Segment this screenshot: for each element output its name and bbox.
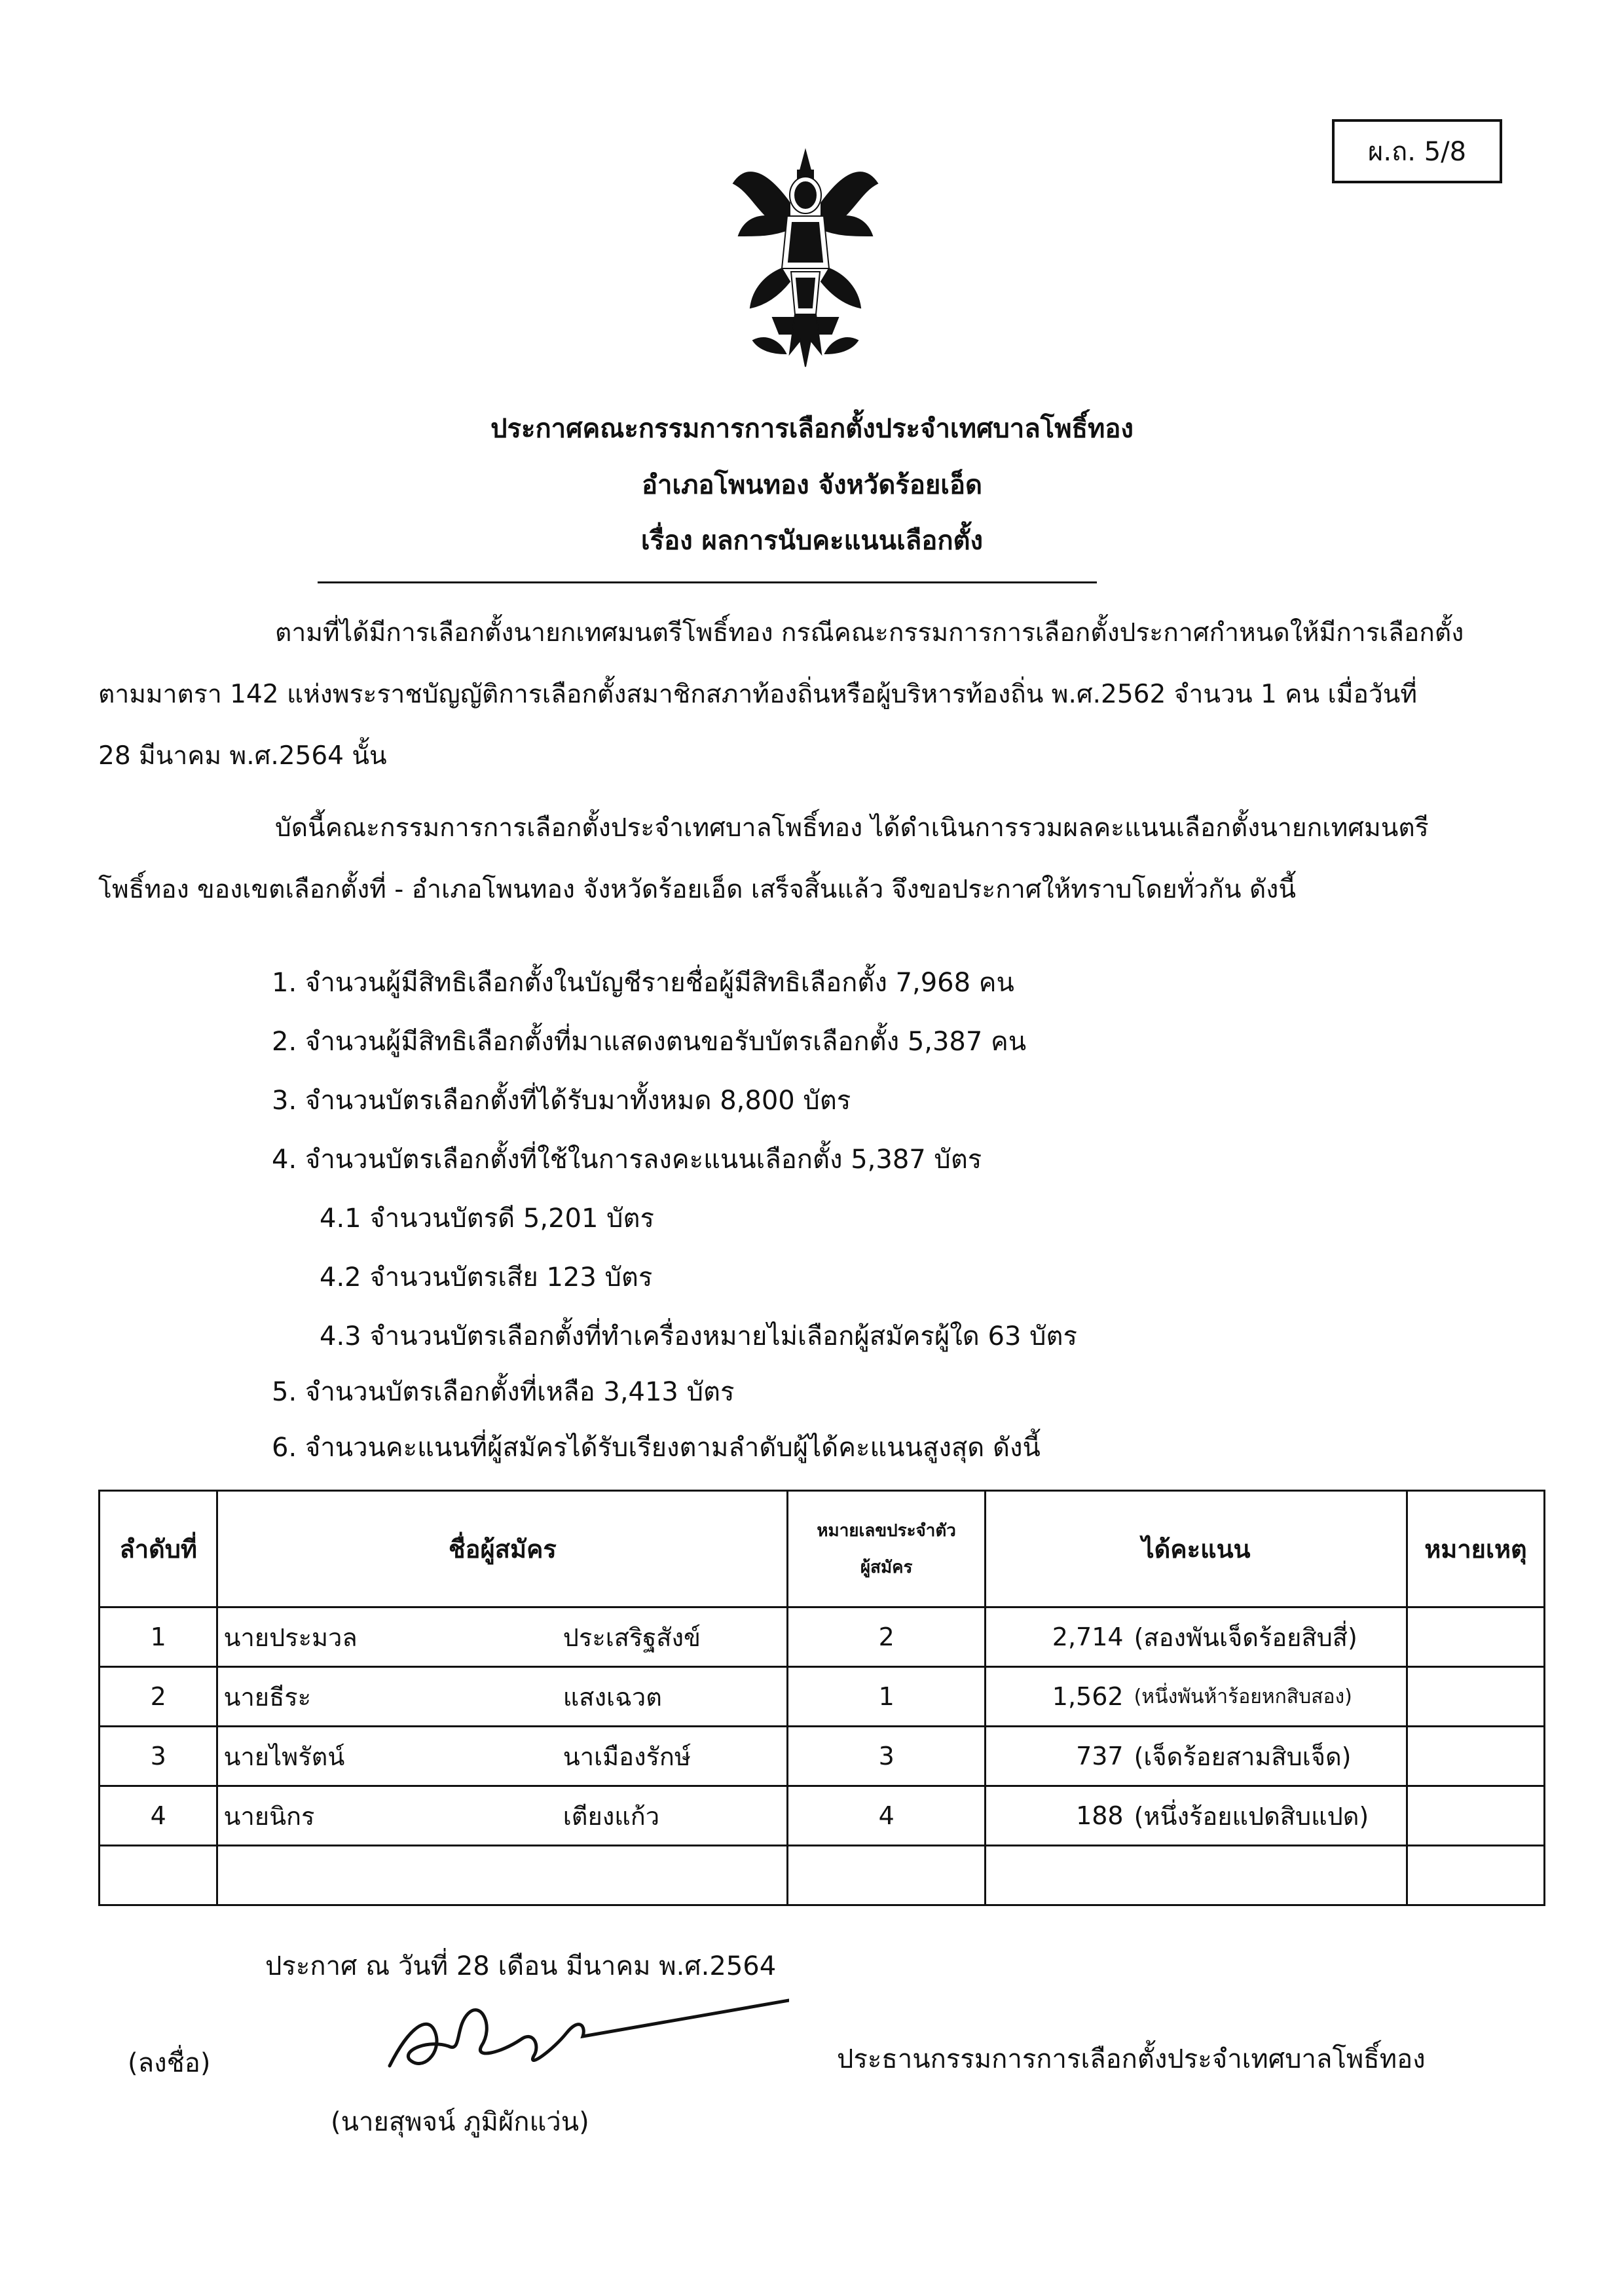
list-item-5: 5. จำนวนบัตรเลือกตั้งที่เหลือ 3,413 บัตร bbox=[272, 1377, 735, 1407]
header-number-line-2: ผู้สมัคร bbox=[860, 1557, 913, 1577]
p1-line-3: 28 มีนาคม พ.ศ.2564 นั้น bbox=[98, 741, 387, 771]
cell-last-name: นาเมืองรักษ์ bbox=[558, 1727, 788, 1786]
cell-votes-words: (เจ็ดร้อยสามสิบเจ็ด) bbox=[1129, 1727, 1407, 1786]
p1-line-2: ตามมาตรา 142 แห่งพระราชบัญญัติการเลือกตั้งสมาชิกสภาท้องถิ่นหรือผู้บริหารท้องถิ่น พ.ศ.2562 จำนวน 1 คน เมื่อวันที่ bbox=[98, 680, 1418, 709]
list-item-3: 3. จำนวนบัตรเลือกตั้งที่ได้รับมาทั้งหมด 8,800 บัตร bbox=[272, 1086, 851, 1116]
table-row bbox=[100, 1607, 1545, 1667]
cell-note bbox=[1407, 1667, 1544, 1727]
cell-rank: 3 bbox=[100, 1727, 217, 1786]
cell-first-name: นายธีระ bbox=[217, 1667, 558, 1727]
cell-rank: 4 bbox=[100, 1786, 217, 1846]
cell-votes: 1,562 bbox=[986, 1667, 1129, 1727]
paragraph-1 bbox=[98, 602, 1526, 787]
p2-line-1: บัดนี้คณะกรรมการการเลือกตั้งประจำเทศบาลโพธิ์ทอง ได้ดำเนินการรวมผลคะแนนเลือกตั้งนายกเทศมนตรี bbox=[275, 813, 1429, 843]
list-item-4-3: 4.3 จำนวนบัตรเลือกตั้งที่ทำเครื่องหมายไม่เลือกผู้สมัครผู้ใด 63 บัตร bbox=[320, 1321, 1077, 1351]
cell-votes-words: (หนึ่งร้อยแปดสิบแปด) bbox=[1129, 1786, 1407, 1846]
cell-first-name: นายนิกร bbox=[217, 1786, 558, 1846]
cell-candidate-number: 2 bbox=[788, 1607, 986, 1667]
signer-title: ประธานกรรมการการเลือกตั้งประจำเทศบาลโพธิ์ทอง bbox=[837, 2044, 1426, 2074]
form-code-box bbox=[1332, 119, 1502, 183]
paragraph-2 bbox=[98, 798, 1526, 921]
cell-rank: 1 bbox=[100, 1607, 217, 1667]
header-divider bbox=[318, 581, 1097, 583]
cell-votes: 2,714 bbox=[986, 1607, 1129, 1667]
cell-votes bbox=[986, 1846, 1407, 1905]
list-item-2: 2. จำนวนผู้มีสิทธิเลือกตั้งที่มาแสดงตนขอรับบัตรเลือกตั้ง 5,387 คน bbox=[272, 1027, 1027, 1057]
header-note: หมายเหตุ bbox=[1407, 1491, 1544, 1607]
header-subject: เรื่อง ผลการนับคะแนนเลือกตั้ง bbox=[640, 526, 984, 556]
header-name: ชื่อผู้สมัคร bbox=[217, 1491, 788, 1607]
cell-last-name: เตียงแก้ว bbox=[558, 1786, 788, 1846]
cell-first-name: นายประมวล bbox=[217, 1607, 558, 1667]
table-row-empty bbox=[100, 1846, 1545, 1905]
cell-rank: 2 bbox=[100, 1667, 217, 1727]
p2-line-2: โพธิ์ทอง ของเขตเลือกตั้งที่ - อำเภอโพนทอง จังหวัดร้อยเอ็ด เสร็จสิ้นแล้ว จึงขอประกาศให้ทราบโดยทั่วกัน ดังนี้ bbox=[98, 875, 1297, 904]
p1-line-1: ตามที่ได้มีการเลือกตั้งนายกเทศมนตรีโพธิ์ทอง กรณีคณะกรรมการการเลือกตั้งประกาศกำหนดให้มีการเลือกตั้ง bbox=[275, 618, 1464, 648]
header-number-line-1: หมายเลขประจำตัว bbox=[817, 1520, 956, 1541]
header-votes: ได้คะแนน bbox=[986, 1491, 1407, 1607]
header-rank: ลำดับที่ bbox=[100, 1491, 217, 1607]
header-number bbox=[788, 1491, 986, 1607]
list-item-4-1: 4.1 จำนวนบัตรดี 5,201 บัตร bbox=[320, 1203, 654, 1234]
cell-candidate-number: 1 bbox=[788, 1667, 986, 1727]
cell-candidate-number: 4 bbox=[788, 1786, 986, 1846]
cell-note bbox=[1407, 1786, 1544, 1846]
cell-votes: 737 bbox=[986, 1727, 1129, 1786]
cell-votes-words: (หนึ่งพันห้าร้อยหกสิบสอง) bbox=[1129, 1667, 1407, 1727]
cell-note bbox=[1407, 1607, 1544, 1667]
cell-last-name: ประเสริฐสังข์ bbox=[558, 1607, 788, 1667]
cell-note bbox=[1407, 1846, 1544, 1905]
cell-votes-words: (สองพันเจ็ดร้อยสิบสี่) bbox=[1129, 1607, 1407, 1667]
cell-first-name: นายไพรัตน์ bbox=[217, 1727, 558, 1786]
table-row bbox=[100, 1727, 1545, 1786]
list-item-6: 6. จำนวนคะแนนที่ผู้สมัครได้รับเรียงตามลำดับผู้ได้คะแนนสูงสุด ดังนี้ bbox=[272, 1433, 1041, 1463]
table-header-row bbox=[100, 1491, 1545, 1607]
table-row bbox=[100, 1667, 1545, 1727]
list-item-4-2: 4.2 จำนวนบัตรเสีย 123 บัตร bbox=[320, 1262, 653, 1293]
announce-date: ประกาศ ณ วันที่ 28 เดือน มีนาคม พ.ศ.2564 bbox=[265, 1951, 777, 1981]
list-item-4: 4. จำนวนบัตรเลือกตั้งที่ใช้ในการลงคะแนนเลือกตั้ง 5,387 บัตร bbox=[272, 1145, 982, 1175]
sign-label: (ลงชื่อ) bbox=[128, 2048, 211, 2078]
handwritten-signature bbox=[370, 1987, 789, 2085]
cell-votes: 188 bbox=[986, 1786, 1129, 1846]
signer-name: (นายสุพจน์ ภูมิผักแว่น) bbox=[331, 2107, 589, 2137]
results-table bbox=[98, 1490, 1545, 1906]
header-line-2: อำเภอโพนทอง จังหวัดร้อยเอ็ด bbox=[642, 470, 982, 500]
cell-candidate-number: 3 bbox=[788, 1727, 986, 1786]
cell-candidate-number bbox=[788, 1846, 986, 1905]
header-line-1: ประกาศคณะกรรมการการเลือกตั้งประจำเทศบาลโพธิ์ทอง bbox=[490, 414, 1134, 444]
form-code: ผ.ถ. 5/8 bbox=[1367, 137, 1467, 167]
cell-rank bbox=[100, 1846, 217, 1905]
garuda-emblem-icon bbox=[727, 144, 884, 380]
cell-last-name: แสงเฉวต bbox=[558, 1667, 788, 1727]
list-item-1: 1. จำนวนผู้มีสิทธิเลือกตั้งในบัญชีรายชื่อผู้มีสิทธิเลือกตั้ง 7,968 คน bbox=[272, 968, 1014, 998]
cell-name bbox=[217, 1846, 788, 1905]
table-row bbox=[100, 1786, 1545, 1846]
cell-note bbox=[1407, 1727, 1544, 1786]
